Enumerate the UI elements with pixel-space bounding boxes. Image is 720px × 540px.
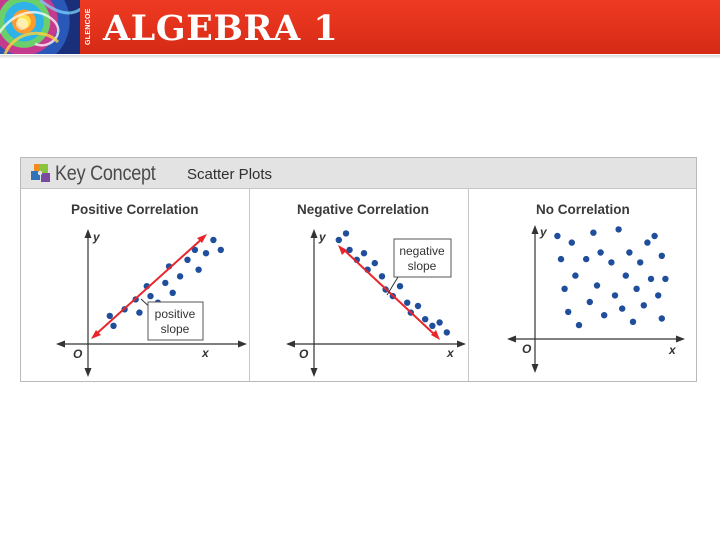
publisher-label: GLENCOE xyxy=(85,8,92,45)
scatter-point xyxy=(633,286,639,292)
scatter-point xyxy=(422,316,428,322)
panel-title: Positive Correlation xyxy=(71,202,199,217)
key-concept-puzzle-icon xyxy=(30,162,52,184)
scatter-point xyxy=(136,309,142,315)
callout-line-1: negative xyxy=(399,244,445,258)
no-correlation-plot xyxy=(469,189,696,381)
scatter-point xyxy=(177,273,183,279)
scatter-point xyxy=(590,230,596,236)
scatter-point xyxy=(594,282,600,288)
scatter-point xyxy=(587,299,593,305)
y-axis-arrow-down-icon xyxy=(532,364,539,373)
scatter-point xyxy=(641,302,647,308)
panel-title: No Correlation xyxy=(536,202,630,217)
scatter-point xyxy=(372,260,378,266)
scatter-point xyxy=(644,239,650,245)
scatter-point xyxy=(608,259,614,265)
y-axis-label: y xyxy=(540,225,547,239)
scatter-point xyxy=(619,305,625,311)
scatter-point xyxy=(630,319,636,325)
panel-title: Negative Correlation xyxy=(297,202,430,217)
y-axis-label: y xyxy=(93,230,100,244)
x-axis-arrow-right-icon xyxy=(676,336,685,343)
scatter-point xyxy=(659,315,665,321)
callout-leader xyxy=(387,277,398,295)
scatter-point xyxy=(651,233,657,239)
scatter-point xyxy=(569,239,575,245)
scatter-point xyxy=(184,257,190,263)
x-axis-label: x xyxy=(202,346,209,360)
no-correlation-panel xyxy=(469,189,696,381)
origin-label: O xyxy=(73,347,83,361)
trendline-arrow-upper-icon xyxy=(338,245,347,255)
header-divider xyxy=(0,55,720,58)
scatter-point xyxy=(648,276,654,282)
scatter-point xyxy=(336,237,342,243)
scatter-point xyxy=(436,319,442,325)
scatter-point xyxy=(623,272,629,278)
key-concept-bar xyxy=(21,158,696,189)
data-points xyxy=(554,226,668,328)
scatter-point xyxy=(218,247,224,253)
negative-correlation-plot xyxy=(250,189,469,381)
scatter-point xyxy=(637,259,643,265)
y-axis-arrow-up-icon xyxy=(311,229,318,238)
x-axis-arrow-right-icon xyxy=(238,341,247,348)
callout-line-2: slope xyxy=(407,259,437,273)
scatter-point xyxy=(170,290,176,296)
header-banner xyxy=(0,0,720,54)
scatter-point xyxy=(655,292,661,298)
y-axis-arrow-down-icon xyxy=(85,368,92,377)
page-title: ALGEBRA 1 xyxy=(103,8,339,49)
scatter-point xyxy=(626,249,632,255)
origin-label: O xyxy=(299,347,309,361)
scatter-point xyxy=(162,280,168,286)
scatter-point xyxy=(444,329,450,335)
scatter-point xyxy=(561,286,567,292)
callout-line-1: positive xyxy=(154,307,196,321)
y-axis-label: y xyxy=(319,230,326,244)
y-axis-arrow-up-icon xyxy=(85,229,92,238)
key-concept-box xyxy=(20,157,697,382)
scatter-point xyxy=(110,323,116,329)
callout-line-2: slope xyxy=(160,322,190,336)
y-axis-arrow-up-icon xyxy=(532,225,539,234)
negative-correlation-panel xyxy=(250,189,469,381)
x-axis-label: x xyxy=(447,346,454,360)
scatter-point xyxy=(361,250,367,256)
scatter-point xyxy=(343,230,349,236)
scatter-point xyxy=(429,323,435,329)
scatter-point xyxy=(554,233,560,239)
scatter-point xyxy=(147,293,153,299)
scatter-point xyxy=(565,309,571,315)
x-axis-arrow-left-icon xyxy=(56,341,65,348)
logo xyxy=(0,0,80,54)
x-axis-arrow-left-icon xyxy=(507,336,516,343)
scatter-point xyxy=(397,283,403,289)
positive-correlation-plot xyxy=(21,189,250,381)
key-concept-subtitle: Scatter Plots xyxy=(187,166,273,183)
x-axis-label: x xyxy=(669,343,676,357)
scatter-point xyxy=(601,312,607,318)
scatter-point xyxy=(576,322,582,328)
x-axis-arrow-left-icon xyxy=(286,341,295,348)
scatter-point xyxy=(210,237,216,243)
scatter-point xyxy=(107,313,113,319)
scatter-point xyxy=(659,253,665,259)
positive-correlation-panel xyxy=(21,189,250,381)
x-axis-arrow-right-icon xyxy=(457,341,466,348)
scatter-point xyxy=(558,256,564,262)
axes xyxy=(507,225,685,373)
scatter-point xyxy=(597,249,603,255)
scatter-point xyxy=(195,267,201,273)
scatter-point xyxy=(572,272,578,278)
scatter-point xyxy=(404,300,410,306)
scatter-point xyxy=(203,250,209,256)
scatter-point xyxy=(615,226,621,232)
scatter-point xyxy=(583,256,589,262)
scatter-point xyxy=(379,273,385,279)
scatter-point xyxy=(612,292,618,298)
scatter-point xyxy=(415,303,421,309)
y-axis-arrow-down-icon xyxy=(311,368,318,377)
origin-label: O xyxy=(522,342,532,356)
key-concept-label: Key Concept xyxy=(55,162,156,185)
scatter-point xyxy=(662,276,668,282)
